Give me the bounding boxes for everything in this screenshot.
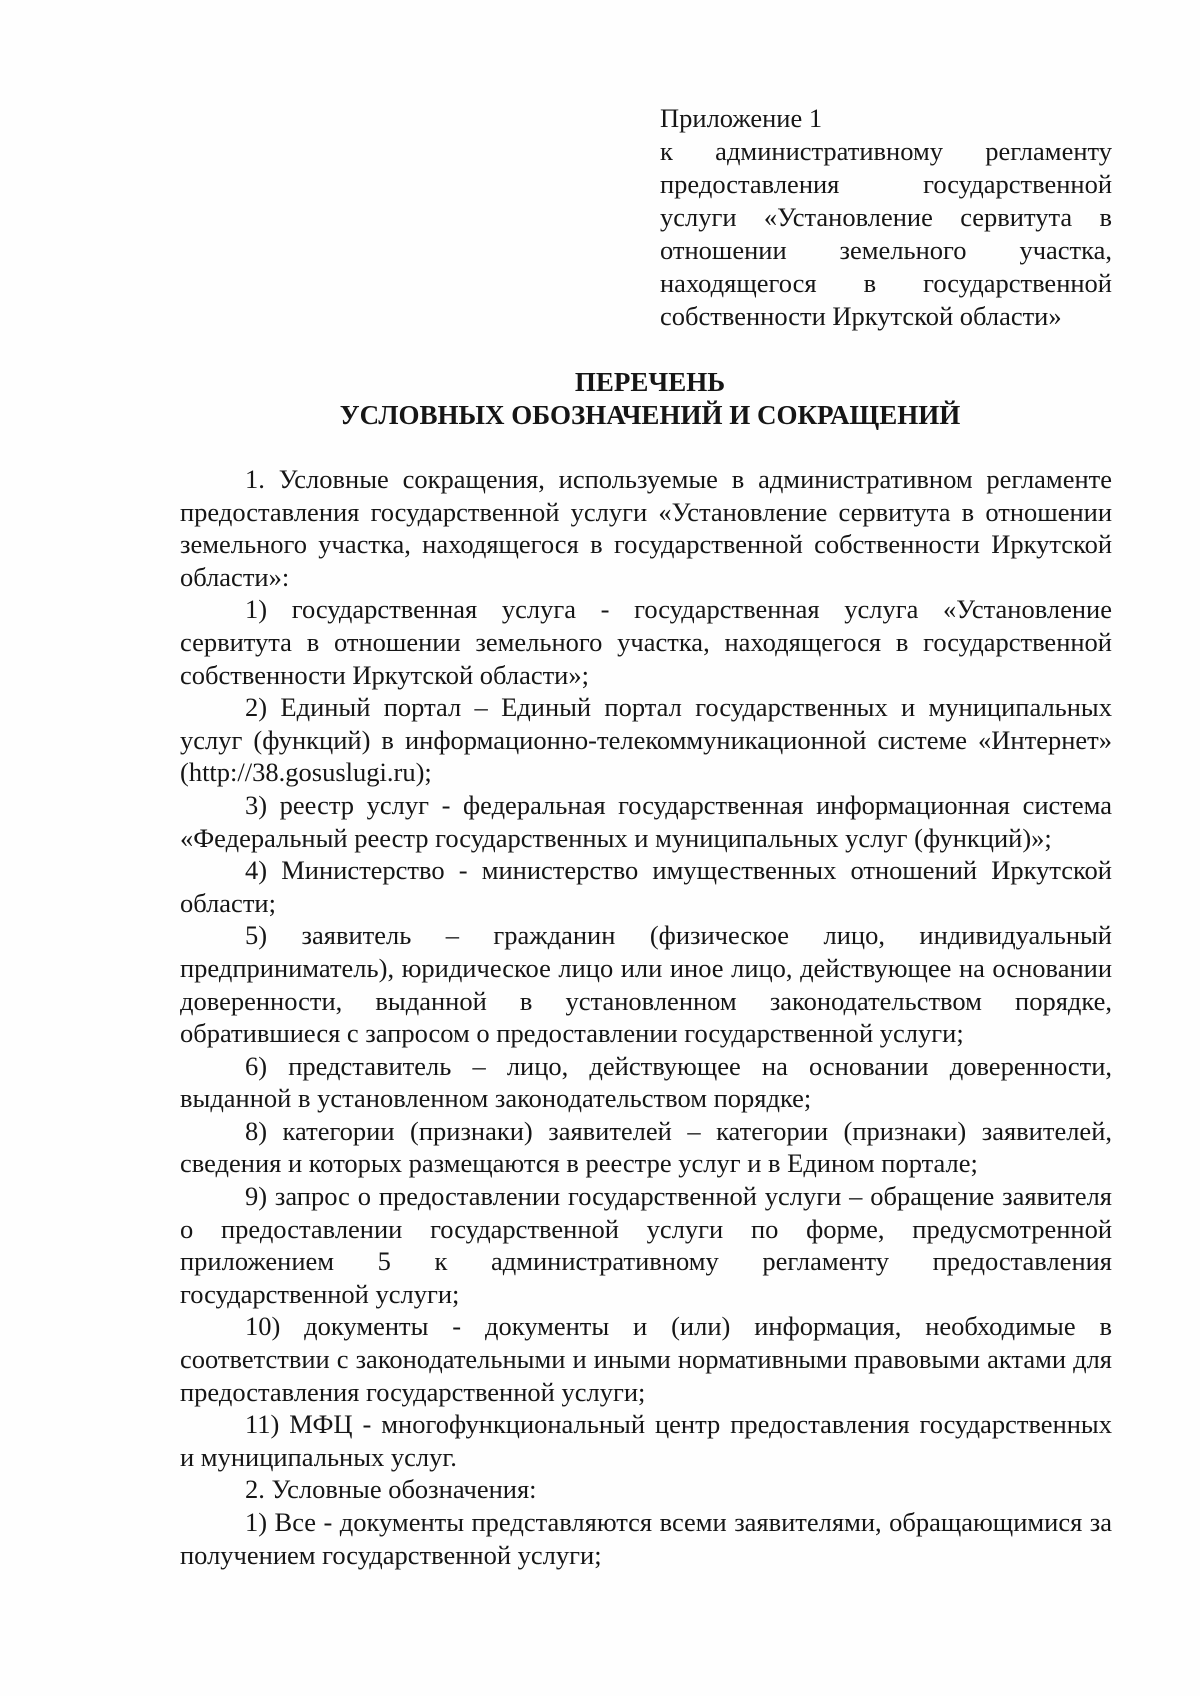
paragraph: 1) Все - документы представляются всеми заявителями, обращающимися за получением государственной услуги; — [180, 1507, 1112, 1570]
paragraph: 3) реестр услуг - федеральная государственная информационная система «Федеральный реестр государственных и муниципальных услуг (функций)»; — [180, 789, 1112, 853]
paragraph: 2) Единый портал – Единый портал государственных и муниципальных услуг (функций) в информационно-телекоммуникационной системе «Интернет» (http://38.gosuslugi.ru); — [180, 692, 1112, 788]
appendix-line: услуги «Установление сервитута в — [660, 202, 1112, 232]
appendix-line: к административному регламенту — [660, 136, 1112, 166]
document-title — [180, 366, 1120, 432]
paragraph: 8) категории (признаки) заявителей – категории (признаки) заявителей, сведения и которых размещаются в реестре услуг и в Едином портале; — [180, 1115, 1112, 1179]
paragraph: 4) Министерство - министерство имущественных отношений Иркутской области; — [180, 855, 1112, 918]
paragraph: 6) представитель – лицо, действующее на основании доверенности, выданной в установленном законодательством порядке; — [180, 1050, 1112, 1114]
paragraph: 11) МФЦ - многофункциональный центр предоставления государственных и муниципальных услуг. — [180, 1409, 1112, 1472]
title-line: УСЛОВНЫХ ОБОЗНАЧЕНИЙ И СОКРАЩЕНИЙ — [339, 400, 961, 430]
appendix-line: предоставления государственной — [660, 169, 1112, 199]
appendix-header — [660, 102, 1112, 333]
title-line: ПЕРЕЧЕНЬ — [574, 367, 726, 397]
paragraph: 1. Условные сокращения, используемые в административном регламенте предоставления государственной услуги «Установление сервитута в отношении земельного участка, находящегося в государственной собственности Иркутской области»: — [180, 464, 1112, 592]
paragraph: 2. Условные обозначения: — [245, 1474, 537, 1505]
appendix-number: Приложение 1 — [660, 103, 823, 133]
paragraph: 1) государственная услуга - государственная услуга «Установление сервитута в отношении земельного участка, находящегося в государственной собственности Иркутской области»; — [180, 594, 1112, 690]
paragraph: 9) запрос о предоставлении государственной услуги – обращение заявителя о предоставлении государственной услуги по форме, предусмотренной приложением 5 к административному регламенту предоставления государственной услуги; — [180, 1181, 1112, 1309]
paragraph: 10) документы - документы и (или) информация, необходимые в соответствии с законодательными и иными нормативными правовыми актами для предоставления государственной услуги; — [180, 1311, 1112, 1407]
appendix-line: находящегося в государственной — [660, 268, 1112, 298]
document-body — [180, 463, 1112, 1571]
paragraph: 5) заявитель – гражданин (физическое лицо, индивидуальный предприниматель), юридическое лицо или иное лицо, действующее на основании доверенности, выданной в установленном законодательством порядке, обратившиеся с запросом о предоставлении государственной услуги; — [180, 920, 1112, 1049]
appendix-line: отношении земельного участка, — [660, 235, 1112, 265]
appendix-line: собственности Иркутской области» — [660, 301, 1062, 331]
